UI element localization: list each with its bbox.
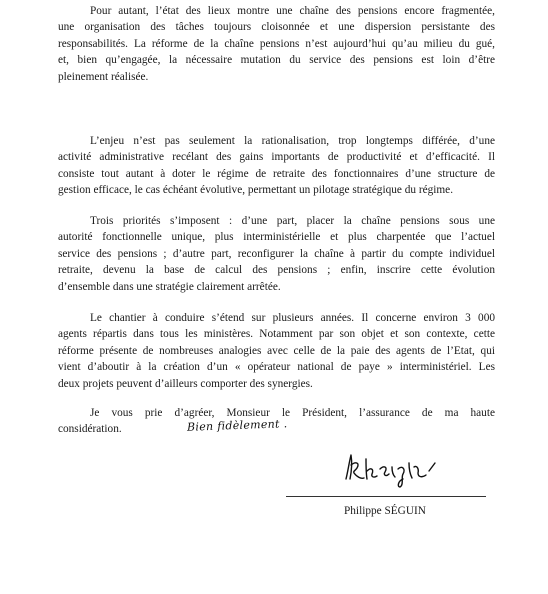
text-line: service des pensions ; d’autre part, reconfigurer la chaîne à partir du compte individuel xyxy=(58,247,495,260)
paragraph-priorities xyxy=(58,213,495,295)
text-line: L’enjeu n’est pas seulement la rationalisation, trop longtemps différée, d’une xyxy=(90,135,495,147)
text-line: activité administrative recélant des gains importants de productivité et d’efficacité. Il xyxy=(58,151,495,164)
paragraph-stakes xyxy=(58,133,495,199)
text-line: Trois priorités s’imposent : d’une part, placer la chaîne pensions sous une xyxy=(90,215,495,227)
paragraph-project-scope xyxy=(58,310,495,392)
text-line: réforme présente de nombreuses analogies avec celle de la paie des agents de l’Etat, qui xyxy=(58,344,495,357)
text-line: retraite, devenu la base de calcul des pensions ; enfin, inscrire cette évolution xyxy=(58,264,495,277)
text-line: d’ensemble dans une stratégie clairement arrêtée. xyxy=(58,280,281,293)
paragraph-pension-chain-status xyxy=(58,3,495,85)
text-line: Pour autant, l’état des lieux montre une chaîne des pensions encore fragmentée, xyxy=(90,5,495,17)
text-line: agents répartis dans tous les ministères. Notamment par son objet et son contexte, cette xyxy=(58,328,495,341)
signatory-name: Philippe SÉGUIN xyxy=(344,505,426,517)
text-line: consiste tout autant à doter le régime de retraite des fonctionnaires d’une structure de xyxy=(58,167,495,180)
text-line: considération. xyxy=(58,423,122,436)
text-line: gestion efficace, le cas échéant évolutive, permettant un pilotage stratégique du régime. xyxy=(58,184,454,197)
text-line: deux projets peuvent d’ailleurs comporter des synergies. xyxy=(58,377,313,390)
text-line: et, bien qu’engagée, la nécessaire mutation du service des pensions est loin d’être xyxy=(58,54,495,67)
text-line: une organisation des tâches toujours cloisonnée et une dispersion persistante des xyxy=(58,21,495,34)
text-line: Le chantier à conduire s’étend sur plusieurs années. Il concerne environ 3 000 xyxy=(90,312,495,324)
text-line: Je vous prie d’agréer, Monsieur le Président, l’assurance de ma haute xyxy=(90,407,495,419)
text-line: pleinement réalisée. xyxy=(58,70,149,83)
text-line: vient d’aboutir à la création d’un « opérateur national de paye » interministériel. Les xyxy=(58,361,495,374)
handwritten-signature xyxy=(340,449,440,489)
text-line: autorité fonctionnelle unique, plus interministérielle et plus charpentée que l’actuel xyxy=(58,231,495,244)
signature-divider xyxy=(286,496,486,497)
handwritten-closing: Bien fidèlement . xyxy=(186,417,288,434)
text-line: responsabilités. La réforme de la chaîne pensions n’est aujourd’hui qu’au milieu du gué, xyxy=(58,37,495,50)
